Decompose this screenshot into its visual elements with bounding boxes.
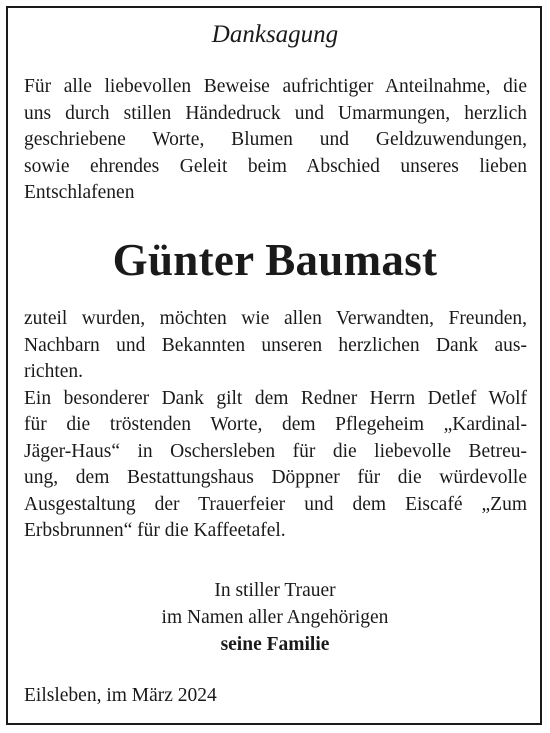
intro-line: Entschlafenen [24, 182, 135, 203]
body-line: Ausgestaltung der Trauerfeier und dem Eiscafé „Zum [24, 493, 527, 515]
body-line: zuteil wurden, möchten wie allen Verwandten, Freunden, [24, 308, 527, 329]
body-line: ung, dem Bestattungshaus Döppner für die würdevolle [24, 467, 527, 488]
intro-line: uns durch stillen Händedruck und Umarmungen, herzlich [24, 102, 527, 124]
body-line: Nachbarn und Bekannten unseren herzlichen Dank aus- [24, 334, 527, 356]
deceased-name: Günter Baumast [112, 235, 438, 285]
body-line: Ein besonderer Dank gilt dem Redner Herrn Detlef Wolf [24, 387, 527, 409]
closing-line: In stiller Trauer [214, 580, 336, 601]
signature: seine Familie [220, 634, 330, 655]
intro-line: geschriebene Worte, Blumen und Geldzuwendungen, [24, 129, 527, 150]
intro-line: sowie ehrendes Geleit beim Abschied unseres lieben [24, 155, 527, 177]
closing-block [0, 577, 550, 658]
place-date: Eilsleben, im März 2024 [24, 685, 217, 706]
notice-heading: Danksagung [211, 21, 339, 48]
intro-paragraph [24, 74, 527, 207]
body-line: Jäger-Haus“ in Oschersleben für die liebevolle Betreu- [24, 440, 527, 462]
closing-line: im Namen aller Angehörigen [161, 607, 389, 628]
body-paragraph [24, 306, 527, 545]
body-line: richten. [24, 361, 84, 382]
body-line: Erbsbrunnen“ für die Kaffeetafel. [24, 520, 286, 541]
intro-line: Für alle liebevollen Beweise aufrichtiger Anteilnahme, die [24, 76, 527, 97]
body-line: für die tröstenden Worte, dem Pflegeheim „Kardinal- [24, 414, 527, 435]
